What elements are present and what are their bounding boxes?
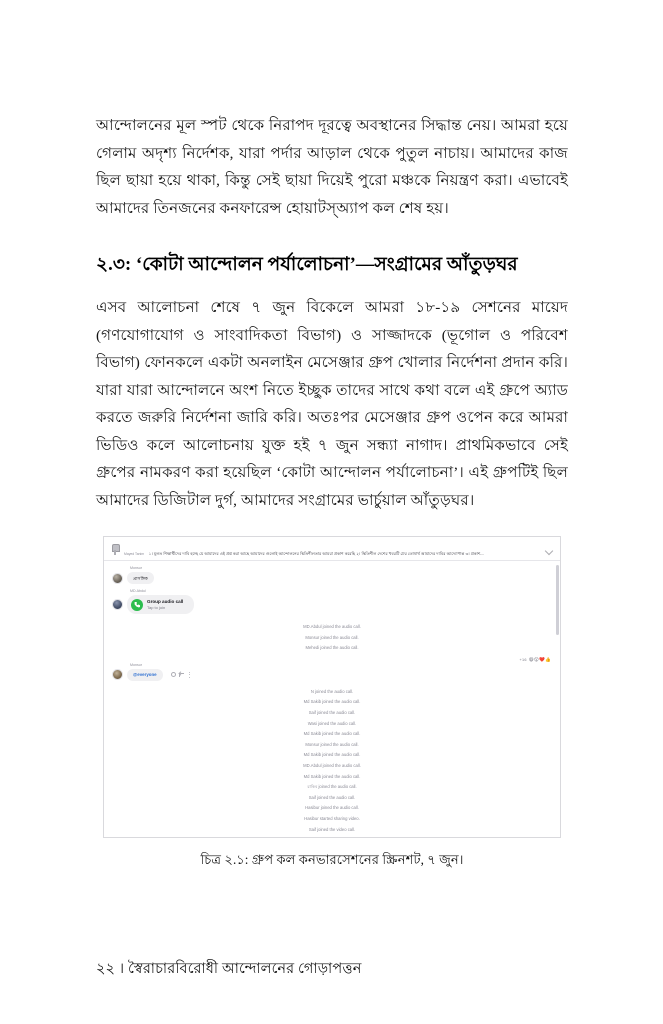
call-card-texts (147, 599, 183, 611)
call-card-subtitle: Tap to join (147, 604, 166, 610)
page-footer: ২২ । স্বৈরাচারবিরোধী আন্দোলনের গোড়াপত্তন (96, 961, 362, 977)
pinned-message-texts (124, 542, 540, 560)
message-hover-actions (171, 672, 191, 678)
system-event: Md Sakib joined the audio call. (303, 752, 361, 758)
system-event: Saif joined the video call. (308, 826, 356, 832)
reply-icon[interactable] (179, 672, 185, 677)
phone-icon (131, 599, 143, 611)
paragraph-two: এসব আলোচনা শেষে ৭ জুন বিকেলে আমরা ১৮-১৯ সেশনের মায়েদ (গণযোগাযোগ ও সাংবাদিকতা বিভাগ) ও সাজ্জাদকে (ভূগোল ও পরিবেশ বিভাগ) ফোনকলে একটা অনলাইন মেসেঞ্জার গ্রুপ খোলার নির্দেশনা প্রদান করি। যারা যারা আন্দোলনে অংশ নিতে ইচ্ছুক তাদের সাথে কথা বলে এই গ্রুপে অ্যাড করতে জরুরি নির্দেশনা জারি করি। অতঃপর মেসেঞ্জার গ্রুপ ওপেন করে আমরা ভিডিও কলে আলোচনায় যুক্ত হই ৭ জুন সন্ধ্যা নাগাদ। প্রাথমিকভাবে সেই গ্রুপের নামকরণ করা হয়েছিল ‘কোটা আন্দোলন পর্যালোচনা’। এই গ্রুপটিই ছিল আমাদের ডিজিটাল দুর্গ, আমাদের সংগ্রামের ভার্চুয়াল আঁতুড়ঘর। (96, 299, 568, 509)
message-mention-text[interactable]: @everyone (127, 669, 163, 681)
system-event: Hasibur joined the audio call. (305, 805, 359, 811)
message-sender: Monsur (130, 662, 142, 667)
message-item (104, 565, 560, 584)
system-event: Wasi joined the audio call. (307, 720, 357, 726)
system-event: Mehedi joined the audio call. (305, 645, 359, 651)
system-event: N joined the audio call. (310, 688, 354, 694)
pinned-message-author: Mayed Tanim (124, 552, 145, 556)
figure-block (96, 536, 568, 870)
system-event: Monsur joined the audio call. (305, 741, 359, 747)
pinned-message-text: ১। মূলত শিক্ষার্থীদের দাবি হচ্ছে যে আমাদের এই প্রশ্ন করা আছে আমাদের গুলোই আন্দোলনের স্থিতিশীলতার আমরা প্রকাশ করেছি ২। স্থিতিশীল দেশের খবরটি ঢের তোষার্থ আমাদের দাবির আদ্যোপান্ত ৩। প্রকাশ... (148, 551, 484, 556)
message-item (104, 662, 560, 681)
message-bubble-line (112, 595, 550, 614)
system-event: Hasibur started sharing video. (304, 815, 360, 821)
system-events-bottom (104, 687, 560, 838)
avatar (112, 573, 123, 584)
system-event: Md Sakib joined the audio call. (303, 699, 361, 705)
pin-icon (111, 544, 119, 555)
system-event: Monsur joined the audio call. (305, 634, 359, 640)
reaction-count: +16 (519, 658, 527, 662)
group-audio-call-card[interactable] (127, 595, 194, 614)
reaction-emojis: 😆😮❤️👍 (528, 657, 551, 662)
message-bubble-line (112, 572, 550, 584)
call-card-title: Group audio call (147, 598, 184, 604)
messenger-screenshot (103, 536, 561, 838)
system-event: Saif joined the audio call. (308, 709, 356, 715)
avatar (112, 669, 123, 680)
pinned-message-banner[interactable] (104, 537, 560, 561)
system-event (306, 835, 359, 838)
page-content (96, 112, 568, 870)
emoji-reaction-icon[interactable] (171, 672, 176, 677)
system-event: MD.Abdul joined the audio call. (303, 624, 361, 629)
message-sender: Monsur (130, 566, 142, 570)
message-bubble-line (112, 669, 550, 681)
figure-caption: চিত্র ২.১: গ্রুপ কল কনভারসেশনের স্ক্রিনশট, ৭ জুন। (200, 852, 464, 867)
message-item (104, 588, 560, 614)
more-options-icon[interactable] (189, 672, 191, 678)
system-event: Saif joined the audio call. (308, 794, 356, 800)
system-events-top (104, 622, 560, 654)
system-event: Md Sakib joined the audio call. (303, 731, 361, 737)
paragraph-one: আন্দোলনের মূল স্পট থেকে নিরাপদ দূরত্বে অবস্থানের সিদ্ধান্ত নেয়। আমরা হয়ে গেলাম অদৃশ্য নির্দেশক, যারা পর্দার আড়াল থেকে পুতুল নাচায়। আমাদের কাজ ছিল ছায়া হয়ে থাকা, কিন্তু সেই ছায়া দিয়েই পুরো মঞ্চকে নিয়ন্ত্রণ করা। এভাবেই আমাদের তিনজনের কনফারেন্স হোয়াটস্অ্যাপ কল শেষ হয়। (96, 117, 568, 217)
section-heading: ২.৩: ‘কোটা আন্দোলন পর্যালোচনা’—সংগ্রামের আঁতুড়ঘর (96, 255, 518, 275)
message-thread (104, 561, 560, 835)
system-event: রাকিব joined the audio call. (307, 784, 357, 790)
message-sender: MD.Abdul (130, 589, 146, 593)
chevron-down-icon[interactable] (545, 546, 554, 555)
message-text[interactable]: প্রাসঙ্গিক (127, 572, 154, 584)
avatar (112, 599, 123, 610)
system-event: MD.Abdul joined the audio call. (303, 762, 361, 768)
reaction-summary[interactable] (519, 657, 551, 663)
system-event: Md Sakib joined the audio call. (303, 773, 361, 779)
